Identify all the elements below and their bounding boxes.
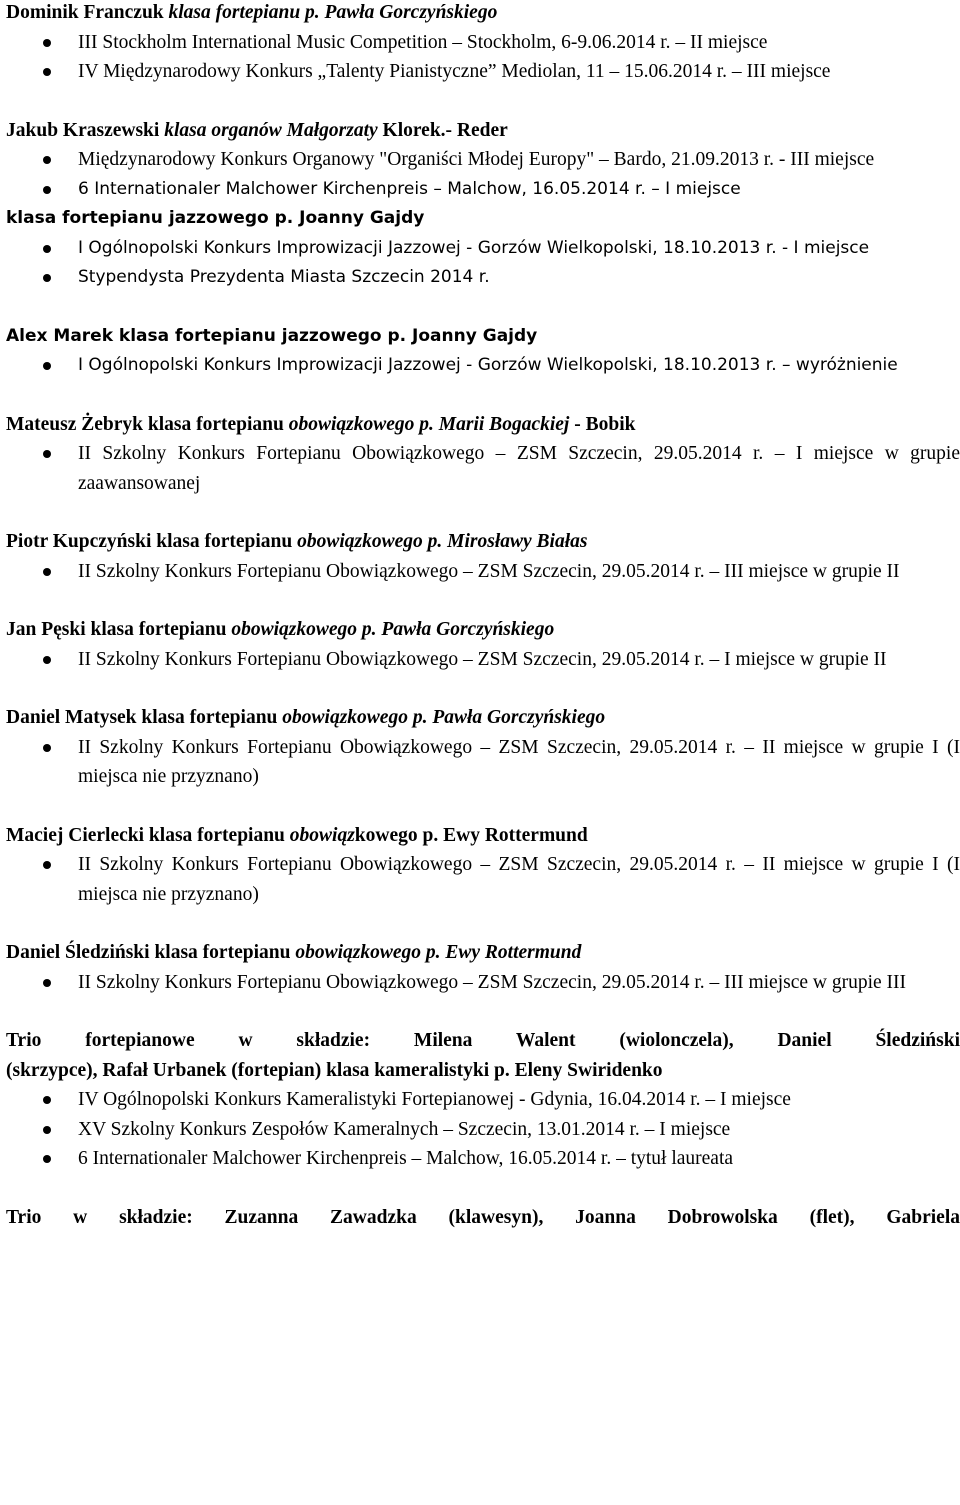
teacher-class: obowiązkowego p. Ewy Rottermund bbox=[295, 942, 582, 963]
entry-heading: Trio fortepianowe w składzie: Milena Walent (wiolonczela), Daniel Śledziński bbox=[6, 1030, 960, 1051]
bullet-icon bbox=[43, 1126, 51, 1134]
bullet-icon bbox=[43, 1096, 51, 1104]
sub-heading bbox=[6, 204, 960, 234]
student-name: Daniel Śledziński klasa fortepianu bbox=[6, 942, 291, 963]
entry-jan-peski bbox=[6, 615, 960, 674]
teacher-class-tail: - Bobik bbox=[574, 413, 636, 435]
entry-piotr-kupczynski bbox=[6, 527, 960, 586]
sub-heading-teacher: Joanny Gajdy bbox=[299, 208, 425, 228]
list-item-text: II Szkolny Konkurs Fortepianu Obowiązkowego – ZSM Szczecin, 29.05.2014 r. – III miejsce w grupie II bbox=[78, 560, 900, 582]
bullet-icon bbox=[43, 568, 51, 576]
list-item bbox=[6, 28, 960, 58]
bullet-icon bbox=[43, 450, 51, 458]
entry-heading: Alex Marek klasa fortepianu jazzowego p. Joanny Gajdy bbox=[6, 325, 538, 346]
list-item bbox=[6, 145, 960, 175]
list-item-text: II Szkolny Konkurs Fortepianu Obowiązkowego – ZSM Szczecin, 29.05.2014 r. – II miejsce w grupie I (I miejsca nie przyznano) bbox=[78, 736, 960, 787]
entry-dominik-franczuk bbox=[6, 0, 960, 87]
list-item-text: IV Ogólnopolski Konkurs Kameralistyki Fortepianowej - Gdynia, 16.04.2014 r. – I miejsce bbox=[78, 1089, 791, 1110]
student-name: Dominik Franczuk bbox=[6, 2, 164, 23]
entry-heading bbox=[6, 821, 960, 851]
entry-heading bbox=[6, 703, 960, 733]
teacher-class-tail: kowego p. Ewy Rottermund bbox=[354, 824, 588, 846]
sub-heading-class: klasa fortepianu jazzowego p. bbox=[6, 208, 294, 228]
teacher-class: obowiązkowego p. Mirosławy Białas bbox=[297, 531, 588, 552]
entry-mateusz-zebryk bbox=[6, 410, 960, 499]
list-item bbox=[6, 175, 960, 205]
entry-alex-marek bbox=[6, 322, 960, 381]
bullet-icon bbox=[43, 1155, 51, 1163]
entry-heading bbox=[6, 116, 960, 146]
entry-heading bbox=[6, 615, 960, 645]
list-item bbox=[6, 733, 960, 792]
bullet-icon bbox=[43, 744, 51, 752]
entry-maciej-cierlecki bbox=[6, 821, 960, 910]
bullet-icon bbox=[43, 68, 51, 76]
list-item-text: 6 Internationaler Malchower Kirchenpreis – Malchow, 16.05.2014 r. – I miejsce bbox=[78, 178, 741, 199]
list-item-text: XV Szkolny Konkurs Zespołów Kameralnych – Szczecin, 13.01.2014 r. – I miejsce bbox=[78, 1118, 731, 1140]
bullet-icon bbox=[43, 656, 51, 664]
student-name: Jan Pęski klasa fortepianu bbox=[6, 619, 227, 640]
list-item-text: II Szkolny Konkurs Fortepianu Obowiązkowego – ZSM Szczecin, 29.05.2014 r. – I miejsce w grupie zaawansowanej bbox=[78, 443, 960, 494]
teacher-class: klasa organów Małgorzaty bbox=[164, 119, 378, 141]
list-item-text: II Szkolny Konkurs Fortepianu Obowiązkowego – ZSM Szczecin, 29.05.2014 r. – III miejsce w grupie III bbox=[78, 971, 907, 993]
list-item bbox=[6, 1085, 960, 1115]
list-item bbox=[6, 57, 960, 87]
teacher-class: obowiązkowego p. Marii Bogackiej bbox=[288, 413, 570, 435]
entry-daniel-matysek bbox=[6, 703, 960, 792]
teacher-class: obowiąz bbox=[289, 824, 355, 846]
bullet-icon bbox=[43, 274, 51, 282]
entry-heading-line2: (skrzypce), Rafał Urbanek (fortepian) klasa kameralistyki p. Eleny Swiridenko bbox=[6, 1059, 663, 1081]
list-item-text: I Ogólnopolski Konkurs Improwizacji Jazzowej - Gorzów Wielkopolski, 18.10.2013 r. – wyróżnienie bbox=[78, 355, 898, 375]
entry-trio-klawesyn bbox=[6, 1203, 960, 1233]
student-name: Jakub Kraszewski bbox=[6, 119, 160, 141]
list-item bbox=[6, 234, 960, 264]
entry-heading bbox=[6, 938, 960, 968]
teacher-class: obowiązkowego p. Pawła Gorczyńskiego bbox=[231, 619, 555, 640]
entry-heading bbox=[6, 0, 960, 28]
list-item-text: II Szkolny Konkurs Fortepianu Obowiązkowego – ZSM Szczecin, 29.05.2014 r. – I miejsce w grupie II bbox=[78, 648, 887, 670]
teacher-class-tail: Klorek.- Reder bbox=[382, 119, 508, 141]
entry-heading bbox=[6, 410, 960, 440]
list-item-text: IV Międzynarodowy Konkurs „Talenty Pianistyczne” Mediolan, 11 – 15.06.2014 r. – III miejsce bbox=[78, 61, 831, 82]
bullet-icon bbox=[43, 245, 51, 253]
entry-heading bbox=[6, 527, 960, 557]
list-item bbox=[6, 1144, 960, 1174]
student-name: Piotr Kupczyński klasa fortepianu bbox=[6, 531, 293, 552]
list-item-text: Stypendysta Prezydenta Miasta Szczecin 2014 r. bbox=[78, 267, 490, 287]
bullet-icon bbox=[43, 39, 51, 47]
bullet-icon bbox=[43, 979, 51, 987]
list-item bbox=[6, 968, 960, 998]
list-item bbox=[6, 645, 960, 675]
bullet-icon bbox=[43, 186, 51, 194]
bullet-icon bbox=[43, 156, 51, 164]
list-item bbox=[6, 850, 960, 909]
list-item bbox=[6, 1115, 960, 1145]
list-item bbox=[6, 351, 960, 381]
list-item-text: III Stockholm International Music Competition – Stockholm, 6-9.06.2014 r. – II miejsce bbox=[78, 31, 768, 53]
student-name: Maciej Cierlecki klasa fortepianu bbox=[6, 824, 285, 846]
list-item bbox=[6, 557, 960, 587]
list-item bbox=[6, 439, 960, 498]
teacher-class: obowiązkowego p. Pawła Gorczyńskiego bbox=[282, 707, 606, 728]
list-item-text: 6 Internationaler Malchower Kirchenpreis – Malchow, 16.05.2014 r. – tytuł laureata bbox=[78, 1148, 734, 1169]
entry-jakub-kraszewski bbox=[6, 116, 960, 293]
entry-heading: Trio w składzie: Zuzanna Zawadzka (klawesyn), Joanna Dobrowolska (flet), Gabriela bbox=[6, 1206, 960, 1228]
teacher-class: klasa fortepianu p. Pawła Gorczyńskiego bbox=[168, 2, 498, 23]
bullet-icon bbox=[43, 861, 51, 869]
student-name: Daniel Matysek klasa fortepianu bbox=[6, 707, 278, 728]
entry-daniel-sledzinski bbox=[6, 938, 960, 997]
list-item-text: Międzynarodowy Konkurs Organowy "Organiści Młodej Europy" – Bardo, 21.09.2013 r. - III miejsce bbox=[78, 149, 875, 170]
student-name: Mateusz Żebryk klasa fortepianu bbox=[6, 413, 284, 435]
bullet-icon bbox=[43, 362, 51, 370]
entry-trio-fortepianowe bbox=[6, 1026, 960, 1174]
list-item bbox=[6, 263, 960, 293]
list-item-text: I Ogólnopolski Konkurs Improwizacji Jazzowej - Gorzów Wielkopolski, 18.10.2013 r. - I miejsce bbox=[78, 237, 870, 258]
list-item-text: II Szkolny Konkurs Fortepianu Obowiązkowego – ZSM Szczecin, 29.05.2014 r. – II miejsce w grupie I (I miejsca nie przyznano) bbox=[78, 854, 960, 905]
